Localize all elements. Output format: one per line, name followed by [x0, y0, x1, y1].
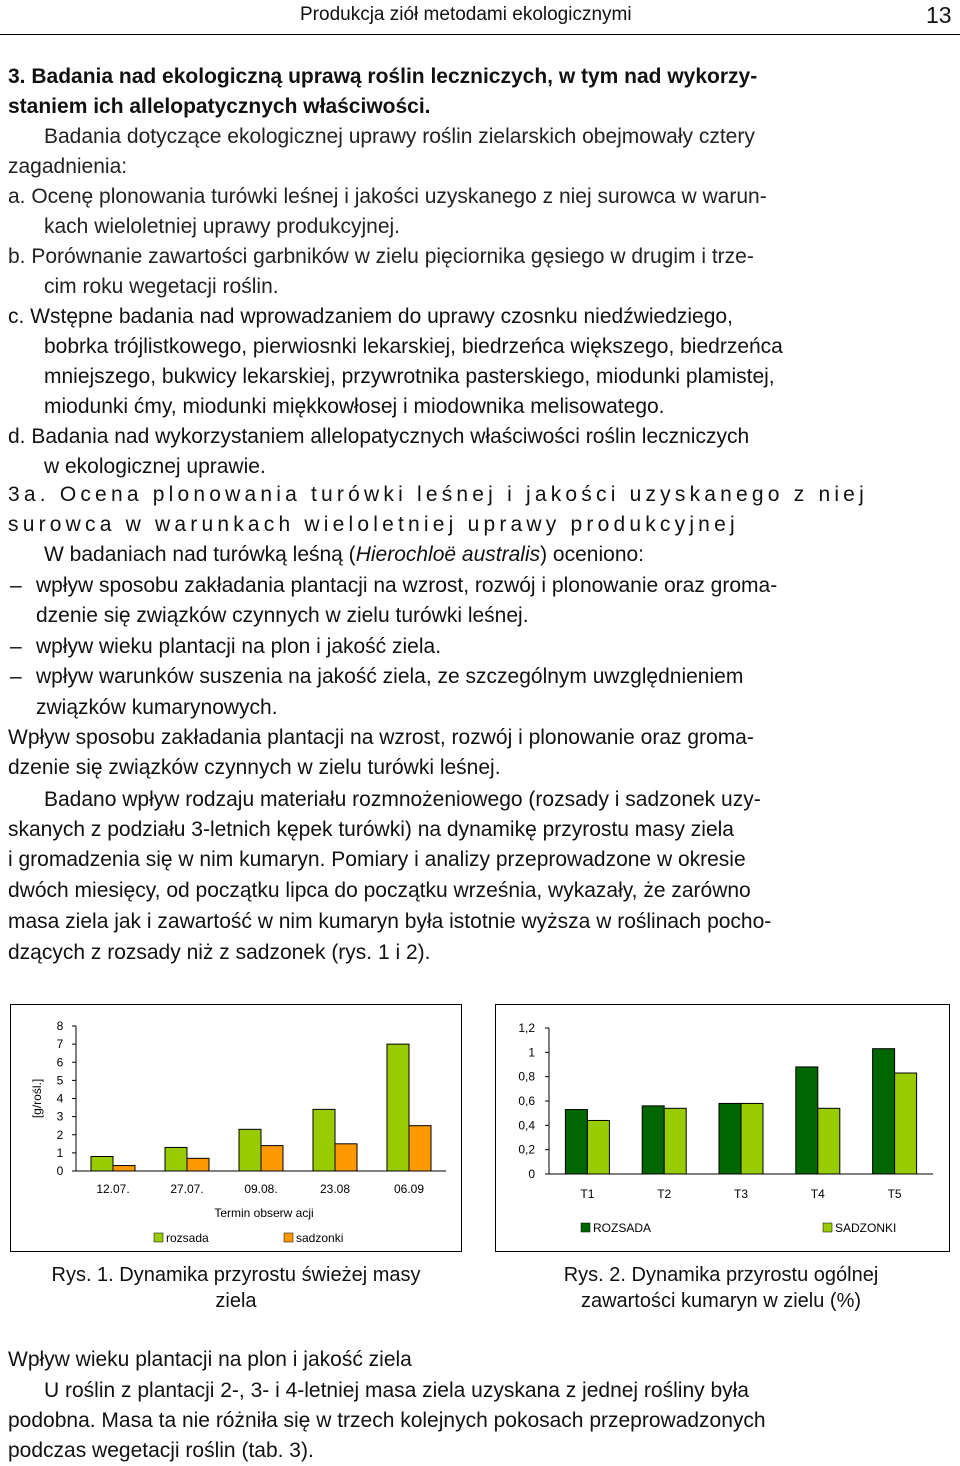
paragraph-1-line-1: Badano wpływ rodzaju materiału rozmnożeniowego (rozsady i sadzonek uzy- [44, 788, 761, 811]
bar-rozsada [565, 1110, 587, 1174]
bullet-dash: – [10, 665, 22, 688]
y-axis-label: [g/rośl.] [30, 1078, 44, 1119]
paragraph-2-line-1: U roślin z plantacji 2-, 3- i 4-letniej masa ziela uzyskana z jednej rośliny była [44, 1379, 749, 1402]
bar-rozsada [313, 1109, 335, 1171]
x-tick-label: T4 [810, 1187, 825, 1201]
y-tick-label: 3 [56, 1109, 64, 1124]
section-3-intro-line-2: zagadnienia: [8, 155, 128, 178]
x-tick-label: 09.08. [244, 1182, 278, 1196]
subheading-1-line-2: dzenie się związków czynnych w zielu turówki leśnej. [8, 756, 501, 779]
item-c-line-2: bobrka trójlistkowego, pierwiosnki lekarskiej, biedrzeńca większego, biedrzeńca [44, 335, 783, 358]
legend-swatch-rozsada [581, 1223, 590, 1232]
x-tick-label: T1 [580, 1187, 595, 1201]
item-b-line-2: cim roku wegetacji roślin. [44, 275, 279, 298]
y-tick-label: 1,2 [518, 1021, 535, 1035]
page-number: 13 [926, 2, 952, 28]
item-c-line-3: mniejszego, bukwicy lekarskiej, przywrotnika pasterskiego, miodunki plamistej, [44, 365, 775, 388]
bullet-1-line-1: wpływ sposobu zakładania plantacji na wzrost, rozwój i plonowanie oraz groma- [36, 574, 778, 597]
bar-sadzonki [664, 1108, 686, 1174]
x-tick-label: 12.07. [96, 1182, 130, 1196]
paragraph-2-line-2: podobna. Masa ta nie różniła się w trzech kolejnych pokosach przeprowadzonych [8, 1409, 766, 1432]
subheading-1-line-1: Wpływ sposobu zakładania plantacji na wzrost, rozwój i plonowanie oraz groma- [8, 726, 754, 749]
paragraph-1-line-6: dzących z rozsady niż z sadzonek (rys. 1 i 2). [8, 941, 431, 964]
item-a-line-1: a. Ocenę plonowania turówki leśnej i jakości uzyskanego z niej surowca w warun- [8, 185, 767, 208]
x-axis-label: Termin obserw acji [214, 1206, 314, 1220]
y-tick-label: 2 [56, 1127, 64, 1142]
x-tick-label: 23.08 [319, 1182, 351, 1196]
subheading-2: Wpływ wieku plantacji na plon i jakość ziela [8, 1348, 412, 1371]
y-tick-label: 1 [56, 1145, 64, 1160]
paragraph-1-line-4: dwóch miesięcy, od początku lipca do początku września, wykazały, że zarówno [8, 879, 751, 902]
y-tick-label: 0,2 [518, 1142, 535, 1157]
x-tick-label: 06.09 [393, 1182, 425, 1196]
x-tick-label: T3 [733, 1187, 749, 1201]
bullet-3-line-2: związków kumarynowych. [36, 696, 278, 719]
bullet-dash: – [10, 635, 22, 658]
y-tick-label: 5 [56, 1073, 64, 1088]
paragraph-1-line-2: skanych z podziału 3-letnich kępek turówki) na dynamikę przyrostu masy ziela [8, 818, 734, 841]
bar-rozsada [387, 1044, 409, 1171]
y-tick-label: 1 [528, 1045, 535, 1060]
x-tick-label: T5 [887, 1187, 902, 1201]
bar-sadzonki [409, 1126, 431, 1171]
section-3-title-line-2: staniem ich allelopatycznych właściwości. [8, 95, 431, 118]
item-d-line-2: w ekologicznej uprawie. [44, 455, 266, 478]
bar-sadzonki [587, 1120, 609, 1174]
bar-rozsada [642, 1106, 664, 1174]
y-tick-label: 0,6 [518, 1094, 535, 1108]
bar-sadzonki [335, 1144, 357, 1171]
bar-rozsada [796, 1067, 818, 1174]
section-3a-title-line-2: surowca w warunkach wieloletniej uprawy produkcyjnej [8, 513, 739, 536]
item-b-line-1: b. Porównanie zawartości garbników w zielu pięciornika gęsiego w drugim i trze- [8, 245, 754, 268]
x-tick-label: 27.07. [170, 1182, 204, 1196]
y-tick-label: 0,8 [518, 1069, 535, 1084]
bar-sadzonki [818, 1108, 840, 1174]
legend-label-rozsada: ROZSADA [593, 1221, 652, 1235]
bullet-2: wpływ wieku plantacji na plon i jakość ziela. [36, 635, 442, 658]
paragraph-1-line-5: masa ziela jak i zawartość w nim kumaryn była istotnie wyższa w roślinach pocho- [8, 910, 772, 933]
bar-rozsada [719, 1103, 741, 1174]
running-header-title: Produkcja ziół metodami ekologicznymi [300, 4, 632, 25]
y-tick-label: 0 [56, 1164, 64, 1178]
y-tick-label: 8 [56, 1019, 64, 1033]
bar-sadzonki [261, 1146, 283, 1171]
figure-1-caption: Rys. 1. Dynamika przyrostu świeżej masy ziela [51, 1264, 421, 1312]
bar-rozsada [873, 1049, 895, 1174]
legend-label-sadzonki: SADZONKI [835, 1221, 897, 1235]
y-tick-label: 6 [56, 1055, 64, 1070]
legend-swatch-sadzonki [284, 1233, 293, 1242]
bar-rozsada [165, 1147, 187, 1171]
legend-label-rozsada: rozsada [166, 1231, 209, 1245]
section-3a-intro: W badaniach nad turówką leśną (Hierochloë australis) oceniono: [44, 543, 645, 566]
bar-sadzonki [895, 1073, 917, 1174]
bar-sadzonki [113, 1166, 135, 1171]
y-tick-label: 0,4 [518, 1118, 535, 1133]
bullet-dash: – [10, 574, 22, 597]
bullet-3-line-1: wpływ warunków suszenia na jakość ziela, ze szczególnym uwzględnieniem [36, 665, 744, 688]
section-3a-title-line-1: 3a. Ocena plonowania turówki leśnej i jakości uzyskanego z niej [8, 483, 868, 506]
x-tick-label: T2 [657, 1187, 672, 1201]
item-c-line-1: c. Wstępne badania nad wprowadzaniem do uprawy czosnku niedźwiedziego, [8, 305, 733, 328]
section-3-intro-line-1: Badania dotyczące ekologicznej uprawy roślin zielarskich obejmowały cztery [44, 125, 755, 148]
bar-rozsada [239, 1129, 261, 1171]
paragraph-1-line-3: i gromadzenia się w nim kumaryn. Pomiary i analizy przeprowadzone w okresie [8, 848, 746, 871]
legend-swatch-sadzonki [823, 1223, 832, 1232]
paragraph-2-line-3: podczas wegetacji roślin (tab. 3). [8, 1439, 314, 1462]
y-tick-label: 7 [56, 1037, 64, 1052]
y-tick-label: 0 [528, 1167, 535, 1181]
item-c-line-4: miodunki ćmy, miodunki miękkowłosej i miodownika melisowatego. [44, 395, 665, 418]
legend-swatch-rozsada [154, 1233, 163, 1242]
item-a-line-2: kach wieloletniej uprawy produkcyjnej. [44, 215, 401, 238]
y-tick-label: 4 [56, 1091, 64, 1106]
section-3-title-line-1: 3. Badania nad ekologiczną uprawą roślin leczniczych, w tym nad wykorzy- [8, 65, 758, 88]
bar-sadzonki [741, 1103, 763, 1174]
header-rule [0, 34, 960, 35]
bullet-1-line-2: dzenie się związków czynnych w zielu turówki leśnej. [36, 604, 529, 627]
figure-2-chart [495, 1004, 950, 1252]
legend-label-sadzonki: sadzonki [296, 1231, 344, 1245]
bar-rozsada [91, 1157, 113, 1172]
item-d-line-1: d. Badania nad wykorzystaniem allelopatycznych właściwości roślin leczniczych [8, 425, 750, 448]
figure-2-caption: Rys. 2. Dynamika przyrostu ogólnej zawartości kumaryn w zielu (%) [563, 1264, 879, 1312]
figure-1-chart [10, 1004, 462, 1252]
bar-sadzonki [187, 1158, 209, 1171]
